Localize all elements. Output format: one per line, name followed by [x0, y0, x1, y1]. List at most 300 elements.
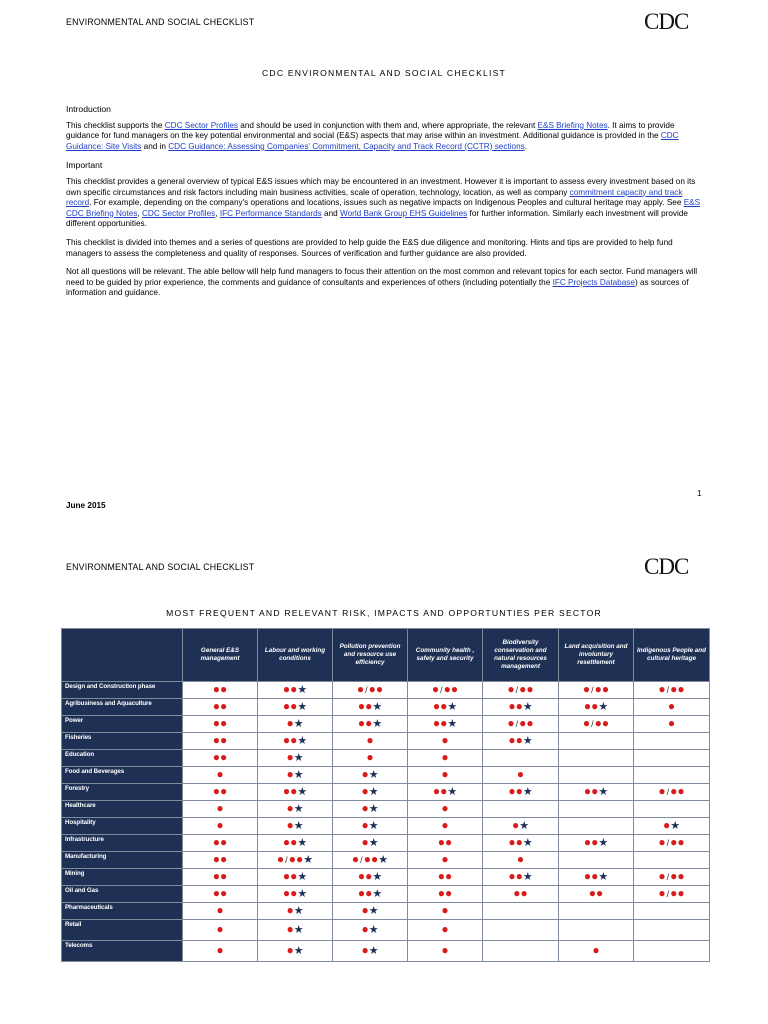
- page-header: ENVIRONMENTAL AND SOCIAL CHECKLIST: [66, 17, 255, 27]
- dot-icon: ●: [677, 682, 685, 696]
- dot-icon: ●: [658, 784, 666, 798]
- rating-cell: [483, 699, 559, 716]
- dot-icon: ●: [441, 750, 449, 764]
- slash-separator: /: [666, 889, 670, 899]
- rating-cell: [559, 818, 634, 835]
- dot-icon: ●: [596, 886, 604, 900]
- link-es-briefing-notes[interactable]: E&S Briefing Notes: [537, 120, 608, 130]
- star-icon: ★: [303, 854, 314, 866]
- star-icon: ★: [293, 752, 304, 764]
- star-icon: ★: [297, 701, 308, 713]
- rating-cell: [258, 784, 333, 801]
- page-2: [0, 540, 768, 1024]
- star-icon: ★: [297, 871, 308, 883]
- rating-cell: [258, 869, 333, 886]
- dot-icon: ●: [361, 784, 369, 798]
- dot-icon: ●: [220, 682, 228, 696]
- document-title: CDC ENVIRONMENTAL AND SOCIAL CHECKLIST: [262, 68, 506, 78]
- rating-cell: [634, 886, 710, 903]
- dot-icon: ●: [441, 801, 449, 815]
- dot-icon: ●: [445, 886, 453, 900]
- dot-icon: ●: [220, 716, 228, 730]
- rating-cell: [333, 784, 408, 801]
- star-icon: ★: [293, 905, 304, 917]
- text: ,: [137, 208, 142, 218]
- rating-cell: [559, 941, 634, 962]
- rating-cell: [634, 920, 710, 941]
- star-icon: ★: [297, 735, 308, 747]
- dot-icon: ●: [594, 682, 602, 696]
- dot-icon: ●: [582, 716, 591, 730]
- star-icon: ★: [293, 924, 304, 936]
- rating-cell: [183, 682, 258, 699]
- dot-icon: ●: [286, 818, 294, 832]
- rating-cell: [559, 699, 634, 716]
- dot-icon: ●: [220, 852, 228, 866]
- rating-cell: [333, 903, 408, 920]
- rating-cell: [333, 852, 408, 869]
- sector-label: Manufacturing: [62, 852, 183, 869]
- star-icon: ★: [297, 786, 308, 798]
- table-header-row: [62, 629, 710, 682]
- table-row: [62, 767, 710, 784]
- link-ifc-projects-database[interactable]: IFC Projects Database: [552, 277, 635, 287]
- star-icon: ★: [598, 701, 609, 713]
- table-row: [62, 818, 710, 835]
- star-icon: ★: [368, 945, 379, 957]
- star-icon: ★: [368, 786, 379, 798]
- dot-icon: ●: [515, 733, 523, 747]
- dot-icon: ●: [670, 784, 678, 798]
- rating-cell: [408, 699, 483, 716]
- dot-icon: ●: [365, 716, 373, 730]
- link-cctr-sections[interactable]: CDC Guidance: Assessing Companies' Commitment, Capacity and Track Record (CCTR) sections: [168, 141, 525, 151]
- rating-cell: [634, 818, 710, 835]
- dot-icon: ●: [508, 835, 516, 849]
- rating-cell: [559, 767, 634, 784]
- rating-cell: [634, 682, 710, 699]
- dot-icon: ●: [212, 716, 220, 730]
- dot-icon: ●: [290, 699, 298, 713]
- rating-cell: [408, 818, 483, 835]
- intro-heading: Introduction: [66, 104, 111, 114]
- rating-cell: [258, 699, 333, 716]
- rating-cell: [258, 903, 333, 920]
- table-row: [62, 869, 710, 886]
- dot-icon: ●: [515, 699, 523, 713]
- rating-cell: [483, 920, 559, 941]
- dot-icon: ●: [220, 699, 228, 713]
- dot-icon: ●: [212, 750, 220, 764]
- dot-icon: ●: [365, 699, 373, 713]
- dot-icon: ●: [432, 699, 441, 713]
- dot-icon: ●: [212, 886, 220, 900]
- dot-icon: ●: [670, 835, 678, 849]
- dot-icon: ●: [357, 716, 366, 730]
- text: and should be used in conjunction with them and, where appropriate, the relevant: [238, 120, 538, 130]
- rating-cell: [183, 750, 258, 767]
- star-icon: ★: [670, 820, 681, 832]
- dot-icon: ●: [582, 682, 591, 696]
- dot-icon: ●: [583, 869, 592, 883]
- link-site-visits[interactable]: CDC Guidance: Site Visits: [66, 131, 679, 151]
- dot-icon: ●: [658, 886, 666, 900]
- dot-icon: ●: [594, 716, 602, 730]
- sector-label: Education: [62, 750, 183, 767]
- dot-icon: ●: [363, 852, 371, 866]
- dot-icon: ●: [658, 869, 666, 883]
- rating-cell: [559, 920, 634, 941]
- dot-icon: ●: [445, 869, 453, 883]
- sector-label: Agribusiness and Aquaculture: [62, 699, 183, 716]
- paragraph-relevance: [66, 267, 706, 299]
- dot-icon: ●: [216, 943, 224, 957]
- dot-icon: ●: [276, 852, 285, 866]
- rating-cell: [483, 886, 559, 903]
- table-row: [62, 903, 710, 920]
- page-header: ENVIRONMENTAL AND SOCIAL CHECKLIST: [66, 562, 255, 572]
- dot-icon: ●: [677, 869, 685, 883]
- table-title: MOST FREQUENT AND RELEVANT RISK, IMPACTS AND OPPORTUNTIES PER SECTOR: [166, 608, 602, 618]
- dot-icon: ●: [290, 682, 298, 696]
- dot-icon: ●: [601, 716, 610, 730]
- dot-icon: ●: [290, 733, 298, 747]
- slash-separator: /: [360, 855, 363, 865]
- dot-icon: ●: [591, 869, 599, 883]
- rating-cell: [634, 801, 710, 818]
- rating-cell: [559, 716, 634, 733]
- star-icon: ★: [378, 854, 389, 866]
- sector-label: Telecoms: [62, 941, 183, 962]
- table-row: [62, 750, 710, 767]
- dot-icon: ●: [677, 784, 685, 798]
- slash-separator: /: [591, 719, 594, 729]
- dot-icon: ●: [507, 716, 515, 730]
- slash-separator: /: [666, 838, 670, 848]
- dot-icon: ●: [290, 869, 298, 883]
- sector-label: Pharmaceuticals: [62, 903, 183, 920]
- cdc-logo: CDC: [644, 554, 689, 579]
- dot-icon: ●: [375, 682, 384, 696]
- rating-cell: [333, 750, 408, 767]
- rating-cell: [183, 716, 258, 733]
- rating-cell: [333, 699, 408, 716]
- sector-label: Oil and Gas: [62, 886, 183, 903]
- link-ifc-performance-standards[interactable]: IFC Performance Standards: [219, 208, 322, 218]
- sector-label: Hospitality: [62, 818, 183, 835]
- dot-icon: ●: [591, 784, 599, 798]
- rating-cell: [634, 869, 710, 886]
- dot-icon: ●: [286, 801, 294, 815]
- rating-cell: [183, 869, 258, 886]
- dot-icon: ●: [513, 886, 521, 900]
- text: and: [321, 208, 340, 218]
- sector-label: Food and Beverages: [62, 767, 183, 784]
- dot-icon: ●: [351, 852, 360, 866]
- text: ,: [215, 208, 220, 218]
- rating-cell: [183, 818, 258, 835]
- rating-cell: [258, 835, 333, 852]
- column-header: Land acquisition and involuntary resettlement: [559, 629, 634, 682]
- rating-cell: [559, 784, 634, 801]
- dot-icon: ●: [519, 716, 527, 730]
- star-icon: ★: [447, 786, 458, 798]
- important-paragraph: [66, 177, 706, 230]
- star-icon: ★: [368, 820, 379, 832]
- rating-cell: [559, 869, 634, 886]
- table-row: [62, 801, 710, 818]
- rating-cell: [559, 903, 634, 920]
- rating-cell: [559, 682, 634, 699]
- star-icon: ★: [447, 701, 458, 713]
- dot-icon: ●: [212, 733, 220, 747]
- dot-icon: ●: [216, 903, 224, 917]
- dot-icon: ●: [288, 852, 296, 866]
- dot-icon: ●: [667, 699, 676, 713]
- text: This checklist provides a general overview of typical E&S issues which may be encountered in an investment. However it is important to assess every investment based on its own specific circumstances and risk factors including main business activities, scale of operation, technology, location, as well as company: [66, 176, 696, 197]
- column-header: Pollution prevention and resource use efficiency: [333, 629, 408, 682]
- rating-cell: [634, 784, 710, 801]
- rating-cell: [408, 733, 483, 750]
- dot-icon: ●: [526, 682, 534, 696]
- rating-cell: [183, 886, 258, 903]
- table-row: [62, 852, 710, 869]
- dot-icon: ●: [212, 682, 220, 696]
- table-row: [62, 784, 710, 801]
- sector-label: Fisheries: [62, 733, 183, 750]
- column-header: Indigenous People and cultural heritage: [634, 629, 710, 682]
- sector-risk-table: [61, 628, 710, 962]
- rating-cell: [634, 852, 710, 869]
- table-body: [62, 682, 710, 962]
- text: and in: [141, 141, 169, 151]
- dot-icon: ●: [282, 784, 291, 798]
- dot-icon: ●: [441, 767, 449, 781]
- table-row: [62, 886, 710, 903]
- rating-cell: [634, 699, 710, 716]
- text: for further information. Similarly each investment will provide different opportunities.: [66, 208, 688, 229]
- dot-icon: ●: [212, 835, 220, 849]
- dot-icon: ●: [592, 943, 600, 957]
- dot-icon: ●: [508, 869, 516, 883]
- rating-cell: [333, 682, 408, 699]
- rating-cell: [408, 886, 483, 903]
- dot-icon: ●: [670, 869, 678, 883]
- slash-separator: /: [515, 719, 519, 729]
- dot-icon: ●: [361, 818, 369, 832]
- dot-icon: ●: [282, 886, 291, 900]
- dot-icon: ●: [591, 699, 599, 713]
- dot-icon: ●: [220, 784, 228, 798]
- dot-icon: ●: [361, 903, 369, 917]
- rating-cell: [634, 750, 710, 767]
- dot-icon: ●: [295, 852, 304, 866]
- dot-icon: ●: [357, 699, 366, 713]
- dot-icon: ●: [588, 886, 596, 900]
- cdc-logo: CDC: [644, 9, 689, 34]
- rating-cell: [408, 920, 483, 941]
- rating-cell: [634, 941, 710, 962]
- dot-icon: ●: [441, 852, 449, 866]
- link-cdc-sector-profiles[interactable]: CDC Sector Profiles: [164, 120, 239, 130]
- link-briefing-notes[interactable]: E&S CDC Briefing Notes: [66, 198, 701, 218]
- dot-icon: ●: [516, 767, 525, 781]
- dot-icon: ●: [440, 716, 448, 730]
- dot-icon: ●: [286, 922, 294, 936]
- rating-cell: [408, 682, 483, 699]
- dot-icon: ●: [361, 922, 369, 936]
- dot-icon: ●: [515, 784, 523, 798]
- dot-icon: ●: [591, 835, 599, 849]
- star-icon: ★: [598, 837, 609, 849]
- link-sector-profiles[interactable]: CDC Sector Profiles: [142, 208, 216, 218]
- rating-cell: [183, 852, 258, 869]
- rating-cell: [559, 750, 634, 767]
- rating-cell: [634, 733, 710, 750]
- dot-icon: ●: [366, 733, 374, 747]
- dot-icon: ●: [286, 716, 294, 730]
- rating-cell: [483, 801, 559, 818]
- dot-icon: ●: [357, 886, 366, 900]
- star-icon: ★: [293, 945, 304, 957]
- dot-icon: ●: [282, 699, 291, 713]
- dot-icon: ●: [677, 886, 685, 900]
- link-ehs-guidelines[interactable]: World Bank Group EHS Guidelines: [339, 208, 468, 218]
- dot-icon: ●: [216, 818, 224, 832]
- rating-cell: [408, 835, 483, 852]
- dot-icon: ●: [667, 716, 676, 730]
- dot-icon: ●: [441, 818, 449, 832]
- dot-icon: ●: [370, 852, 379, 866]
- body-text: [66, 104, 706, 307]
- rating-cell: [559, 733, 634, 750]
- rating-cell: [408, 903, 483, 920]
- rating-cell: [333, 716, 408, 733]
- dot-icon: ●: [365, 886, 373, 900]
- star-icon: ★: [522, 701, 533, 713]
- text: This checklist supports the: [66, 120, 165, 130]
- sector-label: Healthcare: [62, 801, 183, 818]
- table-row: [62, 682, 710, 699]
- rating-cell: [258, 716, 333, 733]
- page-number: 1: [697, 488, 702, 498]
- rating-cell: [408, 767, 483, 784]
- dot-icon: ●: [441, 733, 449, 747]
- dot-icon: ●: [286, 750, 294, 764]
- dot-icon: ●: [366, 750, 374, 764]
- star-icon: ★: [447, 718, 458, 730]
- document-date: June 2015: [66, 501, 106, 510]
- dot-icon: ●: [437, 886, 445, 900]
- star-icon: ★: [368, 769, 379, 781]
- dot-icon: ●: [441, 922, 449, 936]
- dot-icon: ●: [357, 869, 366, 883]
- rating-cell: [183, 801, 258, 818]
- sector-label: Power: [62, 716, 183, 733]
- star-icon: ★: [297, 837, 308, 849]
- dot-icon: ●: [437, 869, 445, 883]
- rating-cell: [183, 941, 258, 962]
- star-icon: ★: [522, 837, 533, 849]
- dot-icon: ●: [286, 943, 294, 957]
- rating-cell: [183, 699, 258, 716]
- slash-separator: /: [365, 685, 368, 695]
- dot-icon: ●: [365, 869, 373, 883]
- dot-icon: ●: [282, 869, 291, 883]
- dot-icon: ●: [511, 818, 520, 832]
- dot-icon: ●: [216, 767, 224, 781]
- rating-cell: [183, 920, 258, 941]
- star-icon: ★: [293, 803, 304, 815]
- slash-separator: /: [666, 872, 670, 882]
- dot-icon: ●: [441, 903, 449, 917]
- dot-icon: ●: [450, 682, 459, 696]
- rating-cell: [559, 886, 634, 903]
- dot-icon: ●: [520, 886, 528, 900]
- dot-icon: ●: [286, 767, 294, 781]
- dot-icon: ●: [508, 699, 516, 713]
- star-icon: ★: [522, 735, 533, 747]
- dot-icon: ●: [216, 801, 224, 815]
- dot-icon: ●: [212, 699, 220, 713]
- rating-cell: [333, 767, 408, 784]
- dot-icon: ●: [282, 682, 291, 696]
- text: . It aims to provide guidance for fund managers on the key potential environmental and social (E&S) aspects that may arise within an investment. Additional guidance is provided in the: [66, 120, 675, 141]
- rating-cell: [258, 801, 333, 818]
- column-header: General E&S management: [183, 629, 258, 682]
- rating-cell: [483, 835, 559, 852]
- rating-cell: [559, 835, 634, 852]
- dot-icon: ●: [361, 801, 369, 815]
- dot-icon: ●: [658, 835, 666, 849]
- star-icon: ★: [293, 718, 304, 730]
- rating-cell: [408, 869, 483, 886]
- dot-icon: ●: [440, 699, 448, 713]
- dot-icon: ●: [220, 750, 228, 764]
- slash-separator: /: [515, 685, 519, 695]
- dot-icon: ●: [361, 943, 369, 957]
- dot-icon: ●: [508, 733, 516, 747]
- rating-cell: [483, 682, 559, 699]
- rating-cell: [333, 835, 408, 852]
- rating-cell: [408, 784, 483, 801]
- rating-cell: [258, 733, 333, 750]
- dot-icon: ●: [658, 682, 666, 696]
- star-icon: ★: [297, 684, 308, 696]
- rating-cell: [483, 750, 559, 767]
- important-heading: Important: [66, 160, 103, 171]
- rating-cell: [333, 733, 408, 750]
- rating-cell: [333, 920, 408, 941]
- rating-cell: [258, 750, 333, 767]
- dot-icon: ●: [282, 733, 291, 747]
- link-commitment-capacity[interactable]: commitment capacity and track record: [66, 187, 683, 208]
- rating-cell: [483, 716, 559, 733]
- dot-icon: ●: [290, 784, 298, 798]
- table-row: [62, 733, 710, 750]
- dot-icon: ●: [212, 784, 220, 798]
- rating-cell: [258, 818, 333, 835]
- star-icon: ★: [368, 924, 379, 936]
- dot-icon: ●: [508, 784, 516, 798]
- slash-separator: /: [591, 685, 594, 695]
- star-icon: ★: [372, 718, 383, 730]
- table-row: [62, 941, 710, 962]
- dot-icon: ●: [516, 852, 525, 866]
- dot-icon: ●: [282, 835, 291, 849]
- dot-icon: ●: [361, 835, 369, 849]
- dot-icon: ●: [519, 682, 527, 696]
